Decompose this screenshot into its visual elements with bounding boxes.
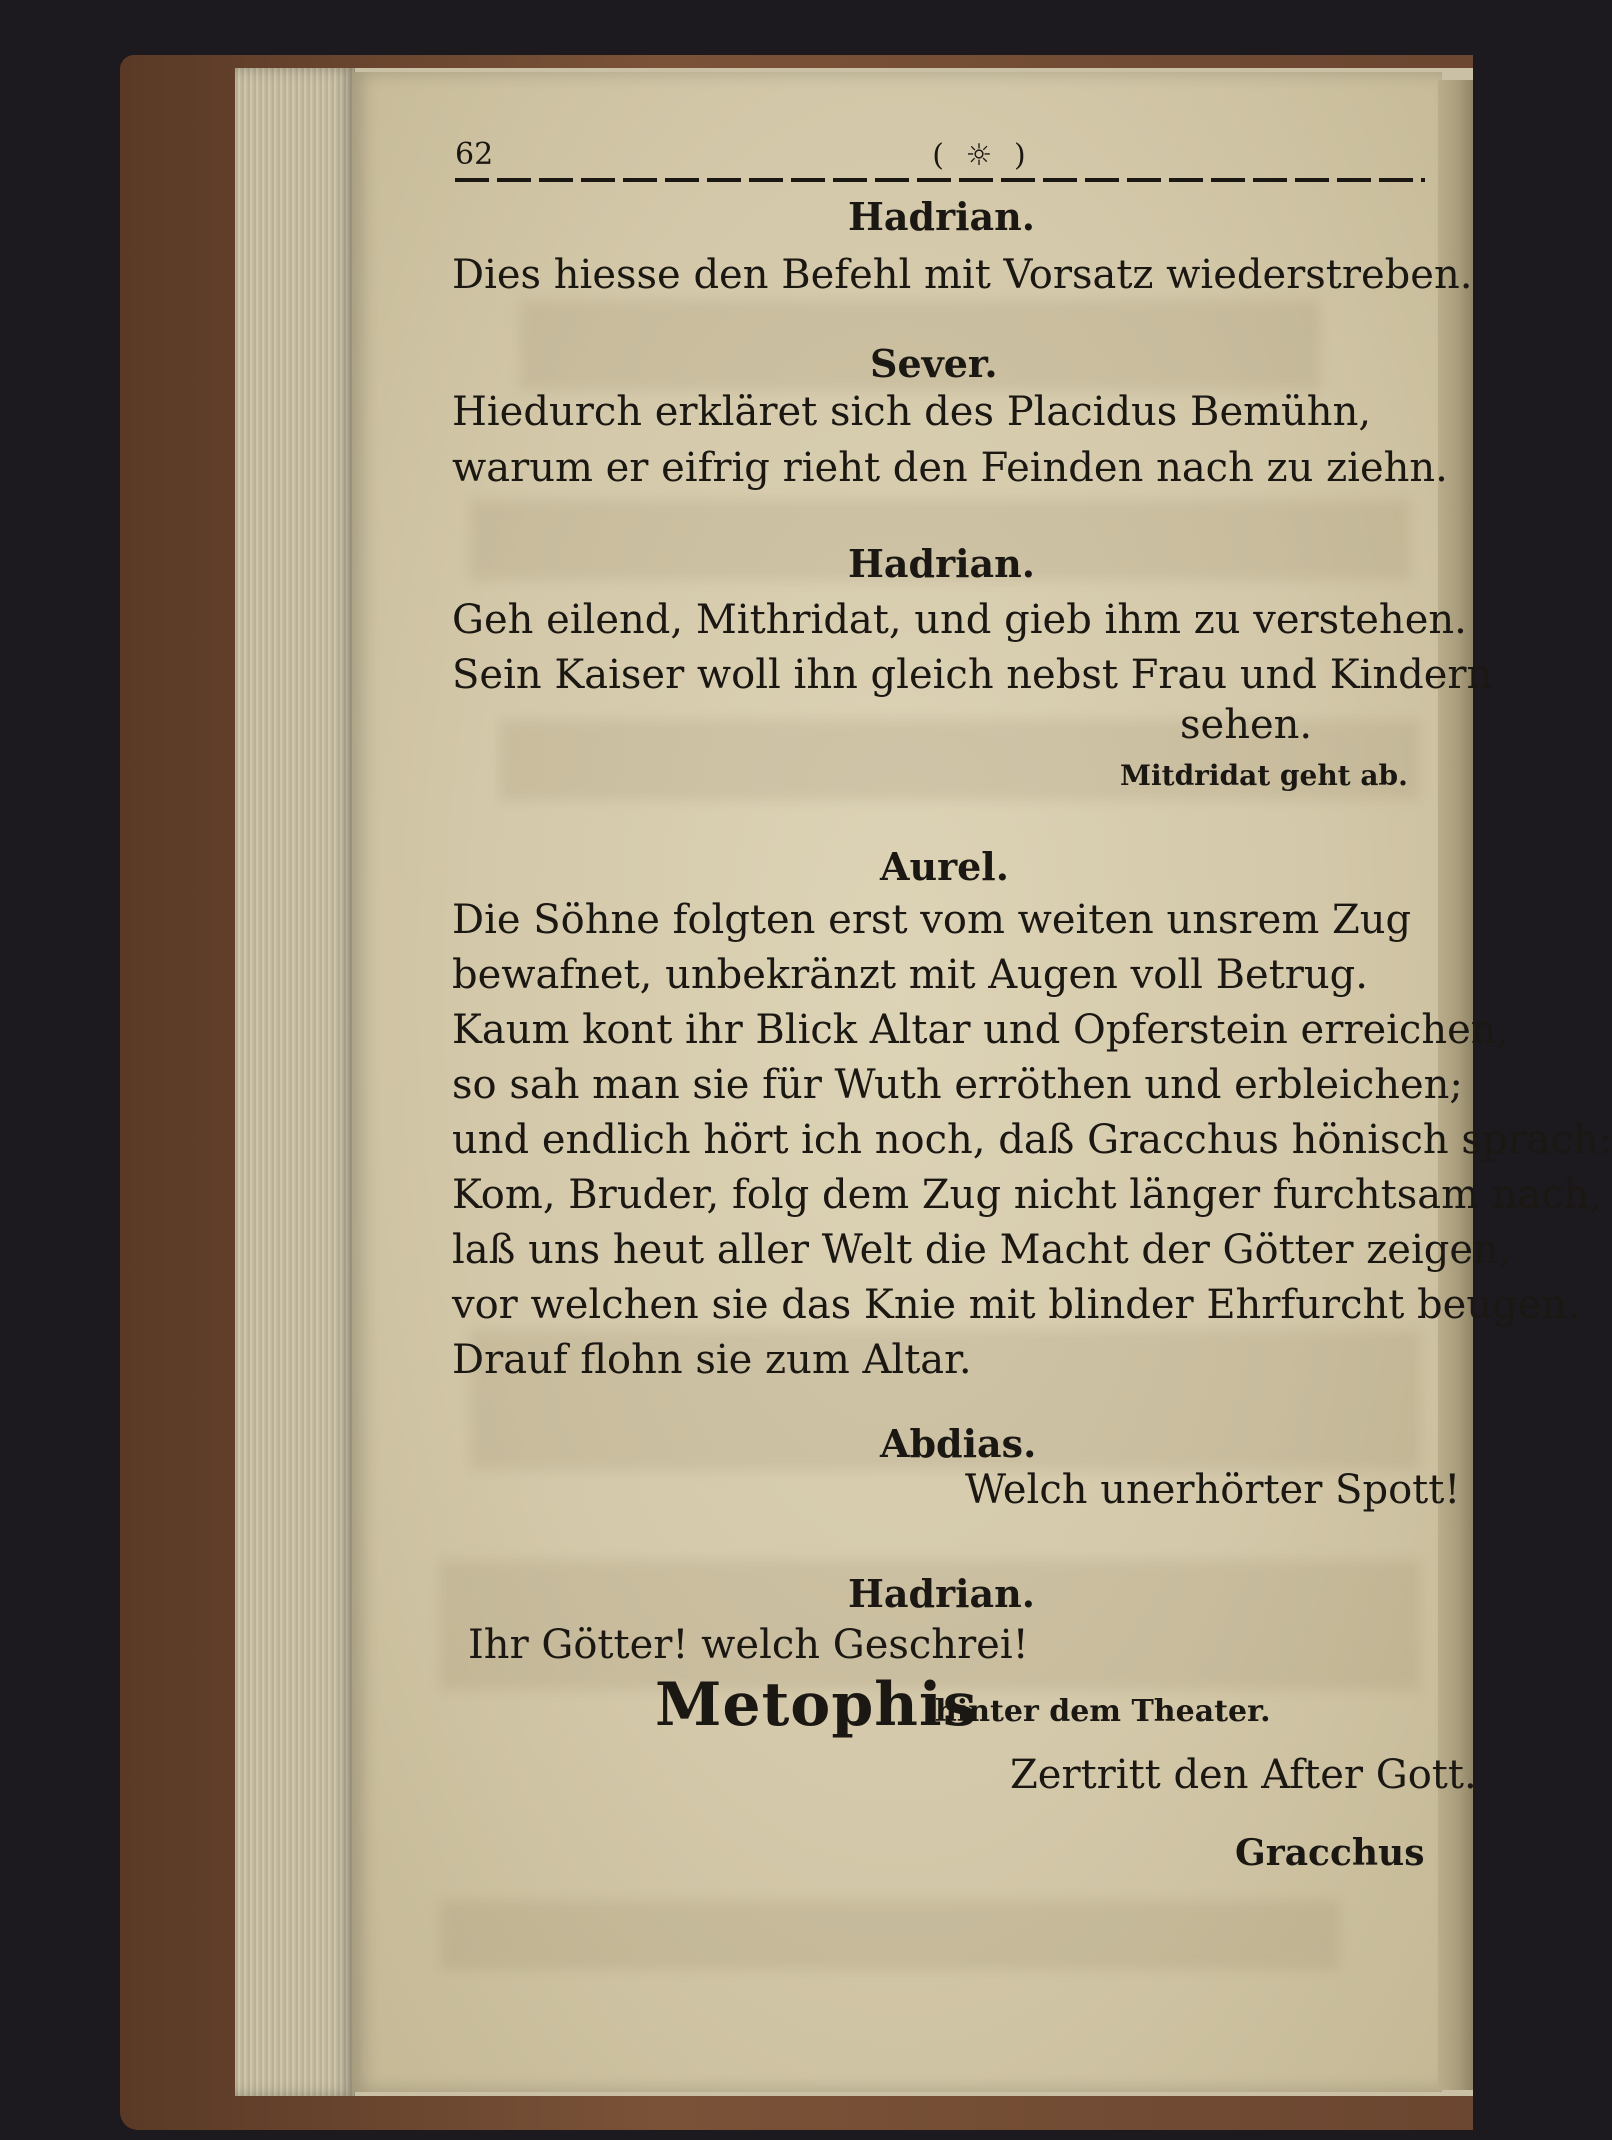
- speaker-name: Hadrian.: [848, 1571, 1036, 1616]
- verse-line: Drauf flohn sie zum Altar.: [452, 1337, 972, 1383]
- stage-direction: Mitdridat geht ab.: [1120, 759, 1408, 792]
- verse-line: sehen.: [1180, 702, 1313, 748]
- verse-line: Die Söhne folgten erst vom weiten unsrem Zug: [452, 897, 1412, 943]
- speaker-name: Aurel.: [880, 844, 1009, 889]
- verse-line: Welch unerhörter Spott!: [965, 1467, 1461, 1513]
- verse-line: Kom, Bruder, folg dem Zug nicht länger furchtsam nach,: [452, 1172, 1603, 1218]
- verse-line: so sah man sie für Wuth erröthen und erbleichen;: [452, 1062, 1463, 1108]
- verse-line: warum er eifrig rieht den Feinden nach zu ziehn.: [452, 445, 1448, 491]
- page-number: 62: [455, 137, 494, 172]
- speaker-name: Abdias.: [880, 1421, 1037, 1466]
- bleed-through: [440, 1900, 1340, 1970]
- verse-line: Ihr Götter! welch Geschrei!: [468, 1622, 1029, 1668]
- verse-line: Hiedurch erkläret sich des Placidus Bemühn,: [452, 389, 1372, 435]
- verse-line: Geh eilend, Mithridat, und gieb ihm zu verstehen.: [452, 597, 1467, 643]
- verse-line: und endlich hört ich noch, daß Gracchus hönisch sprach:: [452, 1117, 1612, 1163]
- stage-direction: hinter dem Theater.: [935, 1694, 1271, 1729]
- ornament-paren-close: ): [1014, 138, 1028, 173]
- verse-line: Dies hiesse den Befehl mit Vorsatz wiederstreben.: [452, 252, 1473, 298]
- speaker-name: Hadrian.: [848, 541, 1036, 586]
- catchword: Gracchus: [1235, 1832, 1425, 1874]
- verse-line: Sein Kaiser woll ihn gleich nebst Frau und Kindern: [452, 652, 1493, 698]
- ornament-paren-open: (: [932, 138, 946, 173]
- ornament-star-icon: ☼: [965, 138, 995, 173]
- verse-line: Kaum kont ihr Blick Altar und Opferstein erreichen,: [452, 1007, 1510, 1053]
- verse-line: Zertritt den After Gott.: [1010, 1752, 1477, 1798]
- header-rule: [455, 178, 1425, 182]
- page-edges: [235, 68, 355, 2096]
- speaker-name: Sever.: [870, 341, 998, 386]
- verse-line: vor welchen sie das Knie mit blinder Ehrfurcht beugen.: [452, 1282, 1580, 1328]
- verse-line: laß uns heut aller Welt die Macht der Götter zeigen,: [452, 1227, 1512, 1273]
- speaker-name: Hadrian.: [848, 194, 1036, 239]
- speaker-name-large: Metophis: [655, 1670, 978, 1740]
- header-ornament: [770, 138, 1190, 173]
- verse-line: bewafnet, unbekränzt mit Augen voll Betrug.: [452, 952, 1368, 998]
